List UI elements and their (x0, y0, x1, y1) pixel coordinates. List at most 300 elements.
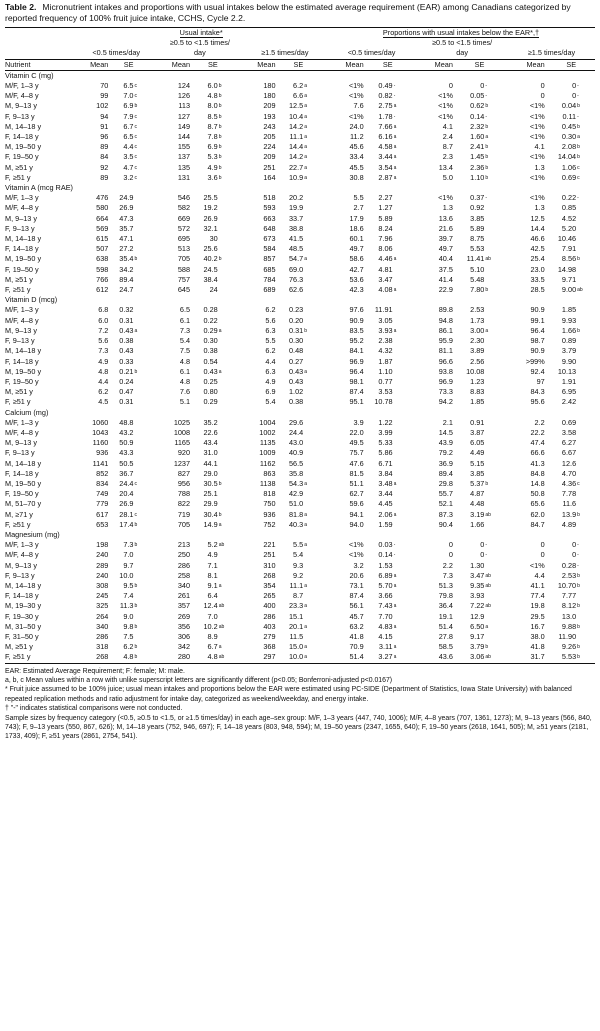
significance-marker: b (304, 327, 307, 334)
table-cell: 4.8 (191, 652, 219, 663)
row-label: F, 14–18 y (5, 468, 39, 478)
table-cell: 6.1 (179, 366, 191, 376)
significance-marker: b (485, 123, 489, 130)
table-cell: 6.6 (293, 91, 304, 101)
table-cell: 3.19 (470, 509, 485, 519)
table-cell: 24.4 (119, 478, 134, 488)
table-cell: 51.1 (349, 478, 364, 488)
table-cell: 30.4 (203, 509, 218, 519)
table-cell: 56.1 (349, 601, 364, 611)
significance-marker: b (577, 327, 580, 334)
table-cell: 95.1 (349, 397, 364, 407)
significance-marker: a (304, 368, 307, 375)
table-cell: 51.3 (438, 580, 453, 590)
table-cell: 22.0 (349, 427, 364, 437)
significance-marker (304, 346, 327, 356)
table-cell: 4.8 (179, 376, 191, 386)
significance-marker: b (218, 480, 222, 487)
table-cell: 14.8 (530, 478, 545, 488)
table-cell: 5.89 (378, 213, 393, 223)
table-cell: 31.7 (508, 652, 546, 663)
proportions-header: Proportions with usual intakes below the EAR*,† (382, 28, 540, 37)
table-cell: 6.3 (265, 325, 276, 335)
table-cell: 14.2 (288, 121, 304, 131)
significance-marker (394, 193, 417, 203)
se-column-header: SE (191, 59, 219, 70)
significance-marker (219, 428, 243, 438)
table-cell: 12.9 (470, 611, 485, 621)
significance-marker: b (485, 644, 489, 651)
significance-marker: a (304, 123, 307, 130)
table-row (5, 581, 595, 591)
table-cell: 2.06 (378, 509, 393, 519)
significance-marker: ab (218, 623, 225, 630)
table-cell: <1% (529, 111, 545, 121)
table-cell: 4.4 (534, 570, 545, 580)
significance-marker (485, 387, 508, 397)
significance-marker (219, 418, 243, 428)
table-cell: 0.82 (378, 91, 393, 101)
table-cell: 35.2 (203, 417, 218, 427)
table-cell: 0.48 (288, 346, 304, 356)
table-cell: 0.38 (203, 346, 218, 356)
table-cell: 58.5 (438, 642, 453, 652)
table-row (5, 336, 595, 346)
table-cell: 20.4 (119, 489, 134, 499)
significance-marker: a (304, 174, 307, 181)
table-cell: 0.33 (119, 356, 134, 366)
table-cell: 750 (263, 499, 276, 509)
table-cell: 1.22 (378, 417, 393, 427)
table-cell: 19.8 (530, 601, 545, 611)
table-row (5, 428, 595, 438)
table-cell: 1060 (92, 417, 109, 427)
row-label: F, 19–30 y (5, 611, 39, 621)
table-row (5, 510, 595, 520)
table-cell: 0 (540, 81, 545, 91)
table-cell: 4.8 (207, 91, 218, 101)
table-cell: 9.71 (561, 274, 577, 284)
table-cell: 1.78 (378, 111, 393, 121)
table-cell: 42.9 (288, 489, 304, 499)
significance-marker (134, 316, 157, 326)
table-cell: 4.48 (470, 499, 485, 509)
table-cell: 221 (263, 540, 276, 550)
table-cell: 3.79 (561, 346, 577, 356)
table-cell: 3.93 (378, 325, 393, 335)
significance-marker: b (218, 123, 222, 130)
table-cell: 6.9 (123, 101, 134, 111)
freq-low-header: <0.5 times/day (75, 48, 157, 59)
table-cell: 617 (96, 509, 109, 519)
table-cell: 4.7 (123, 162, 134, 172)
section-header-row (5, 183, 595, 193)
table-cell: 94.2 (438, 397, 453, 407)
significance-marker (394, 612, 417, 622)
table-cell: 87.3 (438, 509, 453, 519)
table-cell: 51.4 (327, 652, 365, 663)
row-label: F, 9–13 y (5, 223, 35, 233)
significance-marker: b (134, 521, 138, 528)
significance-marker (577, 244, 595, 254)
table-cell: 84.8 (530, 468, 545, 478)
table-cell: 0.62 (470, 101, 485, 111)
table-cell: 3.2 (123, 172, 134, 182)
significance-marker: a (134, 327, 138, 334)
table-cell: 546 (177, 193, 191, 203)
table-cell: 89.4 (438, 468, 453, 478)
footnote: * Fruit juice assumed to be 100% juice; usual mean intakes and proportions below the EAR were estimated using PC-SIDE (Department of Statistics, Iowa State University) with balanced repeated replication methods and ratio adjustment for intake day, categorized as weekend/weekday, and energy intake. (5, 686, 572, 703)
table-cell: 4.08 (378, 285, 393, 295)
row-label: M, 14–18 y (5, 234, 42, 244)
row-label: M/F, 4–8 y (5, 550, 39, 560)
significance-marker (485, 438, 508, 448)
significance-marker: b (218, 134, 222, 141)
table-cell: 264 (96, 611, 109, 621)
row-label: M/F, 1–3 y (5, 81, 39, 91)
table-cell: 30 (209, 234, 218, 244)
significance-marker: b (485, 103, 489, 110)
table-cell: 4.4 (265, 356, 276, 366)
header-row-frequency-1 (5, 38, 595, 48)
row-label: M/F, 1–3 y (5, 305, 39, 315)
se-column-header: SE (365, 59, 394, 70)
significance-marker (394, 448, 417, 458)
table-cell: 1.27 (378, 203, 393, 213)
table-cell: 7.3 (442, 570, 453, 580)
table-cell: 4.8 (109, 652, 134, 663)
significance-marker: a (393, 644, 397, 651)
table-cell: 89 (100, 172, 109, 182)
table-cell: 318 (96, 642, 109, 652)
significance-marker (219, 193, 243, 203)
table-cell: 4.58 (378, 142, 393, 152)
significance-marker (134, 336, 157, 346)
table-cell: 19.2 (203, 203, 218, 213)
table-cell: 0.43 (203, 366, 218, 376)
significance-marker: a (393, 603, 397, 610)
table-cell: 0 (540, 91, 545, 101)
table-cell: 4.9 (265, 376, 276, 386)
row-label: M, ≥51 y (5, 642, 33, 652)
table-cell: 18.6 (349, 223, 364, 233)
table-cell: 36.7 (119, 468, 134, 478)
table-cell: 11.5 (289, 631, 304, 641)
table-cell: 13.4 (438, 162, 453, 172)
significance-marker: - (485, 552, 488, 559)
table-cell: 5.86 (378, 448, 393, 458)
significance-marker (304, 265, 327, 275)
table-cell: 75.7 (349, 448, 364, 458)
table-cell: 6.0 (207, 81, 218, 91)
table-row (5, 254, 595, 264)
table-cell: 0.03 (378, 540, 393, 550)
table-cell: 2.38 (378, 336, 393, 346)
table-cell: 209 (263, 101, 276, 111)
table-cell: 98.1 (349, 376, 364, 386)
table-cell: 7.8 (207, 132, 218, 142)
table-cell: 5.5 (293, 540, 304, 550)
table-cell: 7.78 (561, 489, 577, 499)
table-cell: 9.90 (561, 356, 577, 366)
table-cell: 0.45 (561, 121, 577, 131)
mean-column-header: Mean (157, 59, 191, 70)
table-cell: 5.0 (442, 172, 453, 182)
significance-marker: b (134, 256, 138, 263)
table-cell: 1135 (259, 438, 276, 448)
table-cell: 127 (177, 111, 191, 121)
table-cell: 5.5 (353, 193, 364, 203)
table-row (5, 152, 595, 162)
significance-marker: b (485, 174, 489, 181)
table-cell: 4.9 (207, 550, 218, 560)
table-cell: 48.5 (288, 244, 304, 254)
table-cell: 2.1 (442, 417, 453, 427)
table-cell: 89.8 (438, 305, 453, 315)
table-cell: 582 (177, 203, 191, 213)
table-cell: 92.4 (530, 366, 545, 376)
table-cell: 5.33 (378, 438, 393, 448)
table-cell: 144 (177, 132, 191, 142)
table-cell: 76.3 (288, 274, 304, 284)
significance-marker: b (577, 644, 580, 651)
significance-marker: b (218, 174, 222, 181)
table-cell: 96.4 (349, 366, 364, 376)
table-cell: 0.31 (119, 315, 134, 325)
row-label: M, 14–18 y (5, 458, 42, 468)
table-cell: 77.4 (530, 591, 545, 601)
significance-marker: a (393, 123, 397, 130)
table-cell: 24 (209, 285, 218, 295)
table-cell: 0.54 (203, 356, 218, 366)
table-cell: 1.06 (561, 162, 577, 172)
table-cell: 35.7 (119, 223, 134, 233)
table-cell: 7.3 (98, 346, 109, 356)
table-cell: 58.6 (349, 254, 364, 264)
significance-marker (134, 346, 157, 356)
significance-marker (219, 489, 243, 499)
table-cell: 1162 (259, 458, 276, 468)
significance-marker (485, 469, 508, 479)
table-cell: 6.2 (265, 346, 276, 356)
table-cell: 94.8 (438, 315, 453, 325)
table-cell: 0.14 (378, 550, 393, 560)
table-cell: 6.16 (378, 132, 393, 142)
table-cell: 1141 (92, 458, 109, 468)
row-label: F, 14–18 y (5, 356, 39, 366)
table-cell: 28.5 (530, 285, 545, 295)
table-cell: 834 (96, 478, 109, 488)
table-cell: 29.9 (203, 499, 218, 509)
significance-marker: a (304, 154, 307, 161)
significance-marker (219, 571, 243, 581)
table-cell: 9.35 (470, 580, 485, 590)
table-cell: 2.36 (470, 162, 485, 172)
table-cell: 9.26 (561, 642, 577, 652)
significance-marker: - (393, 83, 396, 90)
table-row (5, 346, 595, 356)
table-cell: <1% (529, 121, 545, 131)
table-cell: 4.36 (561, 478, 577, 488)
significance-marker (304, 428, 327, 438)
table-cell: <1% (438, 91, 453, 101)
significance-marker (219, 387, 243, 397)
significance-marker: b (485, 480, 489, 487)
table-cell: 40.4 (438, 254, 453, 264)
significance-marker (577, 316, 595, 326)
table-cell: 1.85 (561, 305, 577, 315)
significance-marker: c (577, 480, 580, 487)
table-cell: 10.4 (288, 111, 304, 121)
table-row (5, 244, 595, 254)
significance-marker (304, 203, 327, 213)
table-cell: 1.66 (470, 519, 485, 529)
row-label: M/F, 1–3 y (5, 193, 39, 203)
significance-marker: c (577, 174, 580, 181)
table-cell: 956 (177, 478, 191, 488)
table-row (5, 142, 595, 152)
significance-marker (304, 285, 327, 295)
table-cell: 0.30 (561, 132, 577, 142)
table-cell: 8.5 (207, 111, 218, 121)
significance-marker: b (218, 144, 222, 151)
table-cell: 126 (177, 91, 191, 101)
table-cell: 209 (263, 152, 276, 162)
table-cell: 97.6 (349, 305, 364, 315)
table-cell: 7.4 (123, 591, 134, 601)
table-cell: 4.8 (179, 356, 191, 366)
significance-marker: a (393, 572, 397, 579)
table-cell: 4.15 (378, 631, 393, 641)
table-cell: 97 (536, 376, 545, 386)
table-row (5, 203, 595, 213)
significance-marker (134, 428, 157, 438)
table-cell: 5.89 (470, 223, 485, 233)
table-cell: 784 (263, 274, 276, 284)
table-cell: 17.9 (349, 213, 364, 223)
mean-column-header: Mean (327, 59, 365, 70)
table-cell: 8.0 (207, 101, 218, 111)
table-cell: 8.06 (378, 244, 393, 254)
table-cell: 306 (177, 631, 191, 641)
table-cell: 2.7 (353, 203, 364, 213)
table-cell: 7.80 (470, 285, 485, 295)
table-cell: 3.44 (378, 152, 393, 162)
significance-marker: a (218, 582, 222, 589)
table-cell: 41.3 (530, 458, 545, 468)
mean-column-header: Mean (75, 59, 109, 70)
table-row (5, 275, 595, 285)
table-cell: 5.2 (207, 540, 218, 550)
significance-marker (304, 193, 327, 203)
table-cell: 44.1 (203, 458, 218, 468)
table-cell: 7.9 (123, 111, 134, 121)
table-cell: 99.1 (530, 315, 545, 325)
significance-marker: - (485, 83, 488, 90)
table-cell: 49.5 (349, 438, 364, 448)
table-row (5, 612, 595, 622)
row-label: M, 9–13 y (5, 560, 38, 570)
table-cell: 5.48 (470, 274, 485, 284)
significance-marker: c (134, 83, 137, 90)
row-label: M, 51–70 y (5, 499, 42, 509)
row-label: M/F, 4–8 y (5, 427, 39, 437)
table-cell: 11.3 (119, 601, 134, 611)
table-cell: 749 (96, 489, 109, 499)
table-cell: 0.25 (203, 376, 218, 386)
table-cell: 26.9 (119, 499, 134, 509)
table-row (5, 81, 595, 91)
significance-marker: a (393, 103, 397, 110)
table-cell: 685 (263, 264, 276, 274)
table-cell: 2.53 (561, 570, 577, 580)
table-cell: 779 (96, 499, 109, 509)
table-cell: 400 (263, 601, 276, 611)
table-cell: 3.27 (365, 652, 394, 663)
table-cell: 2.53 (470, 305, 485, 315)
table-cell: 47.3 (119, 213, 134, 223)
table-cell: 857 (263, 254, 276, 264)
table-cell: 1.60 (470, 132, 485, 142)
table-cell: 49.7 (349, 244, 364, 254)
significance-marker (134, 550, 157, 560)
table-row (5, 642, 595, 652)
table-cell: 7.5 (179, 346, 191, 356)
table-cell: 6.5 (123, 81, 134, 91)
table-cell: 70.9 (349, 642, 364, 652)
significance-marker: b (577, 154, 580, 161)
significance-marker (219, 234, 243, 244)
table-cell: 5.4 (293, 550, 304, 560)
significance-marker (304, 612, 327, 622)
table-cell: 193 (263, 111, 276, 121)
row-label: M/F, 4–8 y (5, 315, 39, 325)
significance-marker (485, 275, 508, 285)
table-cell: 645 (177, 285, 191, 295)
table-cell: 0 (540, 540, 545, 550)
table-cell: 87.4 (349, 387, 364, 397)
table-cell: 50.5 (119, 458, 134, 468)
mean-column-header: Mean (508, 59, 546, 70)
row-label: M, 19–50 y (5, 254, 42, 264)
row-label: F, ≥51 y (5, 397, 31, 407)
table-cell: 0.85 (561, 203, 577, 213)
table-cell: 66.6 (530, 448, 545, 458)
table-cell: 87.4 (349, 591, 364, 601)
table-cell: 0.29 (203, 397, 218, 407)
table-cell: 3.53 (378, 387, 393, 397)
table-cell: 7.77 (561, 591, 577, 601)
row-label: M, 14–18 y (5, 121, 42, 131)
significance-marker (485, 499, 508, 509)
table-cell: 0.30 (288, 336, 304, 346)
row-label: F, ≥51 y (5, 172, 31, 182)
significance-marker: - (485, 93, 488, 100)
significance-marker: ab (485, 511, 491, 518)
table-cell: 70 (100, 81, 109, 91)
significance-marker (485, 632, 508, 642)
table-cell: 7.3 (123, 540, 134, 550)
significance-marker (485, 346, 508, 356)
significance-marker (485, 305, 508, 315)
significance-marker: b (218, 103, 222, 110)
table-cell: 250 (177, 550, 191, 560)
table-cell: 62.6 (288, 285, 304, 295)
significance-marker: b (577, 511, 580, 518)
table-row (5, 479, 595, 489)
table-cell: 4.4 (123, 142, 134, 152)
freq-low-prop-header: <0.5 times/day (327, 48, 416, 59)
